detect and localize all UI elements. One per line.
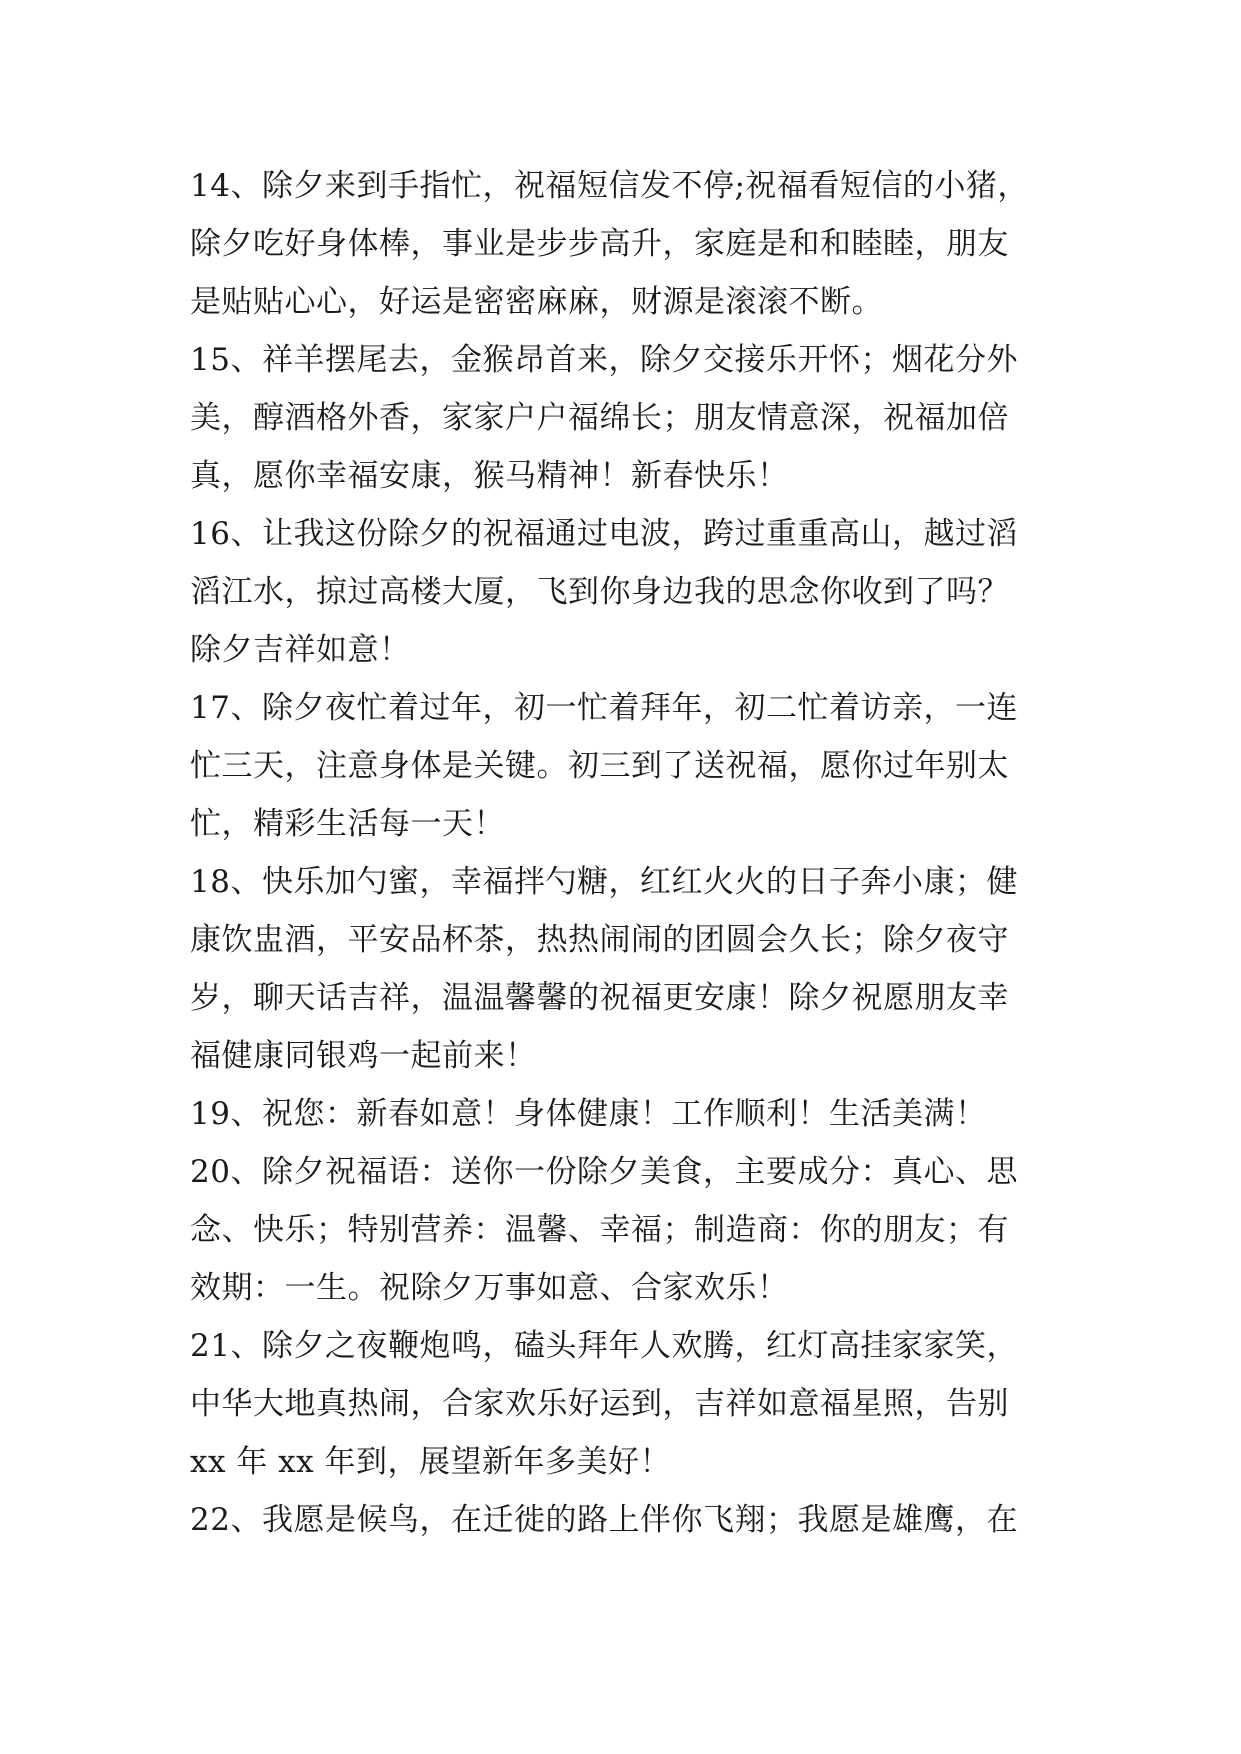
- text-line: 15、祥羊摆尾去，金猴昂首来，除夕交接乐开怀；烟花分外: [190, 342, 1018, 378]
- text-line: 中华大地真热闹，合家欢乐好运到，吉祥如意福星照，告别: [190, 1386, 1009, 1422]
- text-line: 22、我愿是候鸟，在迁徙的路上伴你飞翔；我愿是雄鹰，在: [190, 1502, 1018, 1538]
- text-line: 16、让我这份除夕的祝福通过电波，跨过重重高山，越过滔: [190, 516, 1018, 552]
- text-line: 17、除夕夜忙着过年，初一忙着拜年，初二忙着访亲，一连: [190, 690, 1018, 726]
- text-line: 除夕吉祥如意！: [190, 632, 411, 668]
- text-line: 除夕吃好身体棒，事业是步步高升，家庭是和和睦睦，朋友: [190, 226, 1009, 262]
- document-body: [190, 157, 1070, 1549]
- text-line: 康饮盅酒，平安品杯茶，热热闹闹的团圆会久长；除夕夜守: [190, 922, 1009, 958]
- text-line: 效期：一生。祝除夕万事如意、合家欢乐！: [190, 1270, 789, 1306]
- text-line: 念、快乐；特别营养：温馨、幸福；制造商：你的朋友；有: [190, 1212, 1009, 1248]
- text-line: 美，醇酒格外香，家家户户福绵长；朋友情意深，祝福加倍: [190, 400, 1009, 436]
- text-line: 忙，精彩生活每一天！: [190, 806, 505, 842]
- text-line: 福健康同银鸡一起前来！: [190, 1038, 537, 1074]
- text-line: 真，愿你幸福安康，猴马精神！新春快乐！: [190, 458, 789, 494]
- text-line: 19、祝您：新春如意！身体健康！工作顺利！生活美满！: [190, 1096, 987, 1132]
- text-line: 20、除夕祝福语：送你一份除夕美食，主要成分：真心、思: [190, 1154, 1018, 1190]
- text-line: 21、除夕之夜鞭炮鸣，磕头拜年人欢腾，红灯高挂家家笑，: [190, 1328, 1018, 1364]
- text-line: 岁，聊天话吉祥，温温馨馨的祝福更安康！除夕祝愿朋友幸: [190, 980, 1009, 1016]
- text-line: xx 年 xx 年到，展望新年多美好！: [190, 1444, 671, 1480]
- text-line: 14、除夕来到手指忙，祝福短信发不停;祝福看短信的小猪，: [190, 168, 1029, 204]
- text-line: 滔江水，掠过高楼大厦，飞到你身边我的思念你收到了吗？: [190, 574, 1009, 610]
- text-line: 是贴贴心心，好运是密密麻麻，财源是滚滚不断。: [190, 284, 883, 320]
- text-line: 18、快乐加勺蜜，幸福拌勺糖，红红火火的日子奔小康；健: [190, 864, 1018, 900]
- text-line: 忙三天，注意身体是关键。初三到了送祝福，愿你过年别太: [190, 748, 1009, 784]
